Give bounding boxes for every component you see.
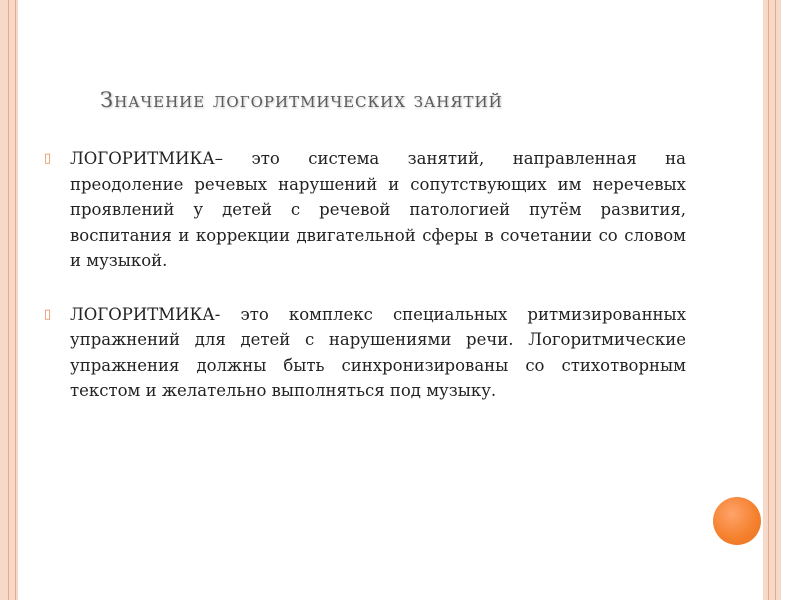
bullet-item: [44, 146, 686, 274]
left-border-line: [8, 0, 9, 600]
bullet-item: [44, 302, 686, 404]
bullet-marker-icon: ▯: [44, 151, 52, 166]
right-border-line: [768, 0, 769, 600]
bullet-text: ЛОГОРИТМИКА- это комплекс специальных ритмизированных упражнений для детей с нарушениями речи. Логоритмические упражнения должны быть синхронизированы со стихотворным текстом и желательно выполняться под музыку.: [70, 304, 686, 400]
bullet-list: [44, 146, 686, 404]
bullet-text: ЛОГОРИТМИКА– это система занятий, направленная на преодоление речевых нарушений и сопутствующих им неречевых проявлений у детей с речевой патологией путём развития, воспитания и коррекции двигательной сферы в сочетании со словом и музыкой.: [70, 149, 686, 270]
orange-circle-decoration: [713, 497, 761, 545]
right-border-decoration: [763, 0, 781, 600]
bullet-marker-icon: ▯: [44, 306, 52, 322]
slide-title: Значение логоритмических занятий: [100, 88, 503, 112]
right-border-line: [775, 0, 776, 600]
left-border-line: [15, 0, 16, 600]
